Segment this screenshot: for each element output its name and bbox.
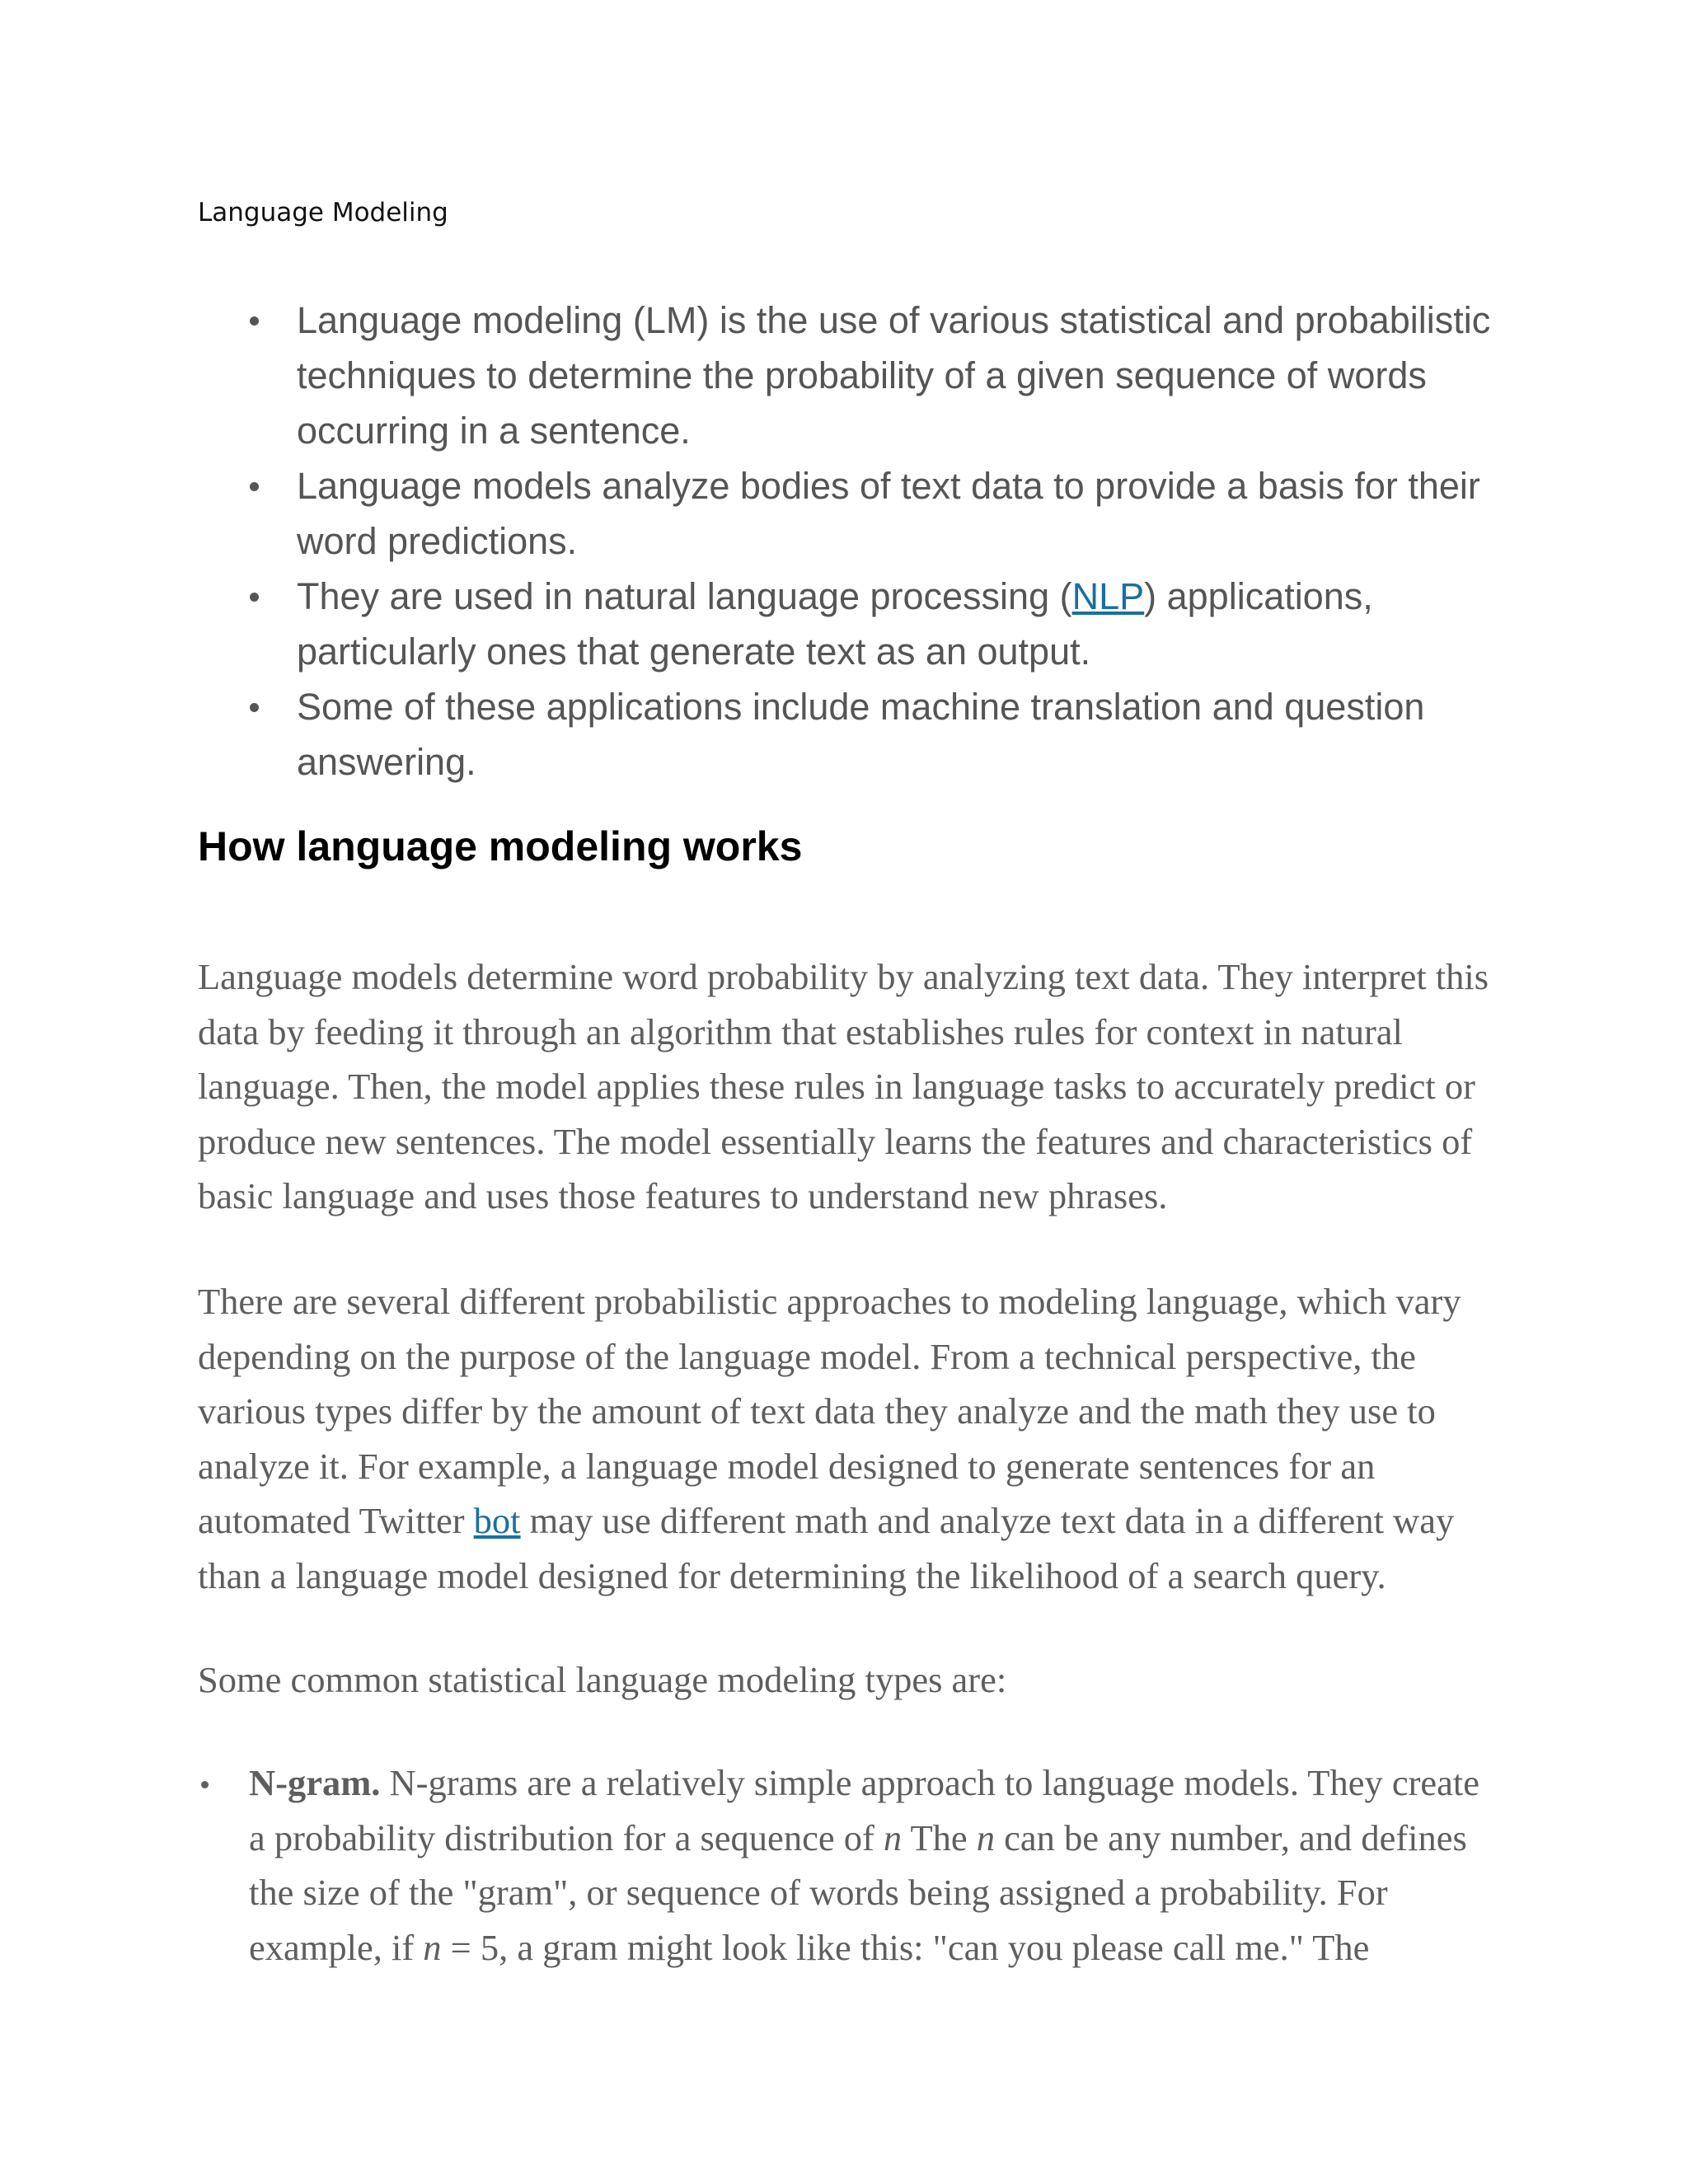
list-item: Some of these applications include machine translation and question answering. <box>198 679 1500 790</box>
list-item-text: They are used in natural language processing ( <box>297 575 1072 617</box>
list-item-text: = 5, a gram might look like this: "can you please call me." The <box>441 1926 1370 1968</box>
paragraph-approaches <box>198 1274 1500 1603</box>
list-item-ngram <box>198 1755 1500 1975</box>
list-item-text: The <box>902 1816 977 1858</box>
list-item-text: N-grams are a relatively simple approach to language models. They create a probability distribution for a sequence of <box>249 1762 1480 1858</box>
list-item: Language models analyze bodies of text data to provide a basis for their word predictions. <box>198 458 1500 569</box>
nlp-link[interactable]: NLP <box>1071 575 1145 617</box>
variable-n: n <box>976 1816 996 1858</box>
section-heading: How language modeling works <box>198 823 803 869</box>
list-item-text: ) applications, particularly ones that generate text as an output. <box>297 575 1373 673</box>
list-item <box>198 569 1500 679</box>
document-label: Language Modeling <box>198 198 448 227</box>
paragraph-how-it-works: Language models determine word probability by analyzing text data. They interpret this data by feeding it through an algorithm that establishes rules for context in natural language. Then, the model applies these rules in language tasks to accurately predict or produce new sentences. The model essentially learns the features and characteristics of basic language and uses those features to understand new phrases. <box>198 956 1489 1216</box>
paragraph-text: There are several different probabilistic approaches to modeling language, which vary depending on the purpose of the language model. From a technical perspective, the various types differ by the amount of text data they analyze and the math they use to analyze it. For example, a language model designed to generate sentences for an automated Twitter <box>198 1281 1461 1541</box>
model-types-list <box>198 1755 1500 1975</box>
bot-link[interactable]: bot <box>473 1500 521 1541</box>
variable-n: n <box>883 1816 903 1858</box>
paragraph-text: may use different math and analyze text data in a different way than a language model designed for determining the likelihood of a search query. <box>198 1500 1455 1596</box>
list-item-text: can be any number, and defines the size of the "gram", or sequence of words being assigned a probability. For example, if <box>249 1816 1467 1968</box>
intro-bullet-list <box>198 293 1500 790</box>
list-item: Language modeling (LM) is the use of various statistical and probabilistic techniques to determine the probability of a given sequence of words occurring in a sentence. <box>198 293 1500 458</box>
term-ngram: N-gram. <box>249 1762 381 1803</box>
paragraph-types-intro: Some common statistical language modeling types are: <box>198 1659 1007 1700</box>
variable-n: n <box>423 1926 442 1968</box>
